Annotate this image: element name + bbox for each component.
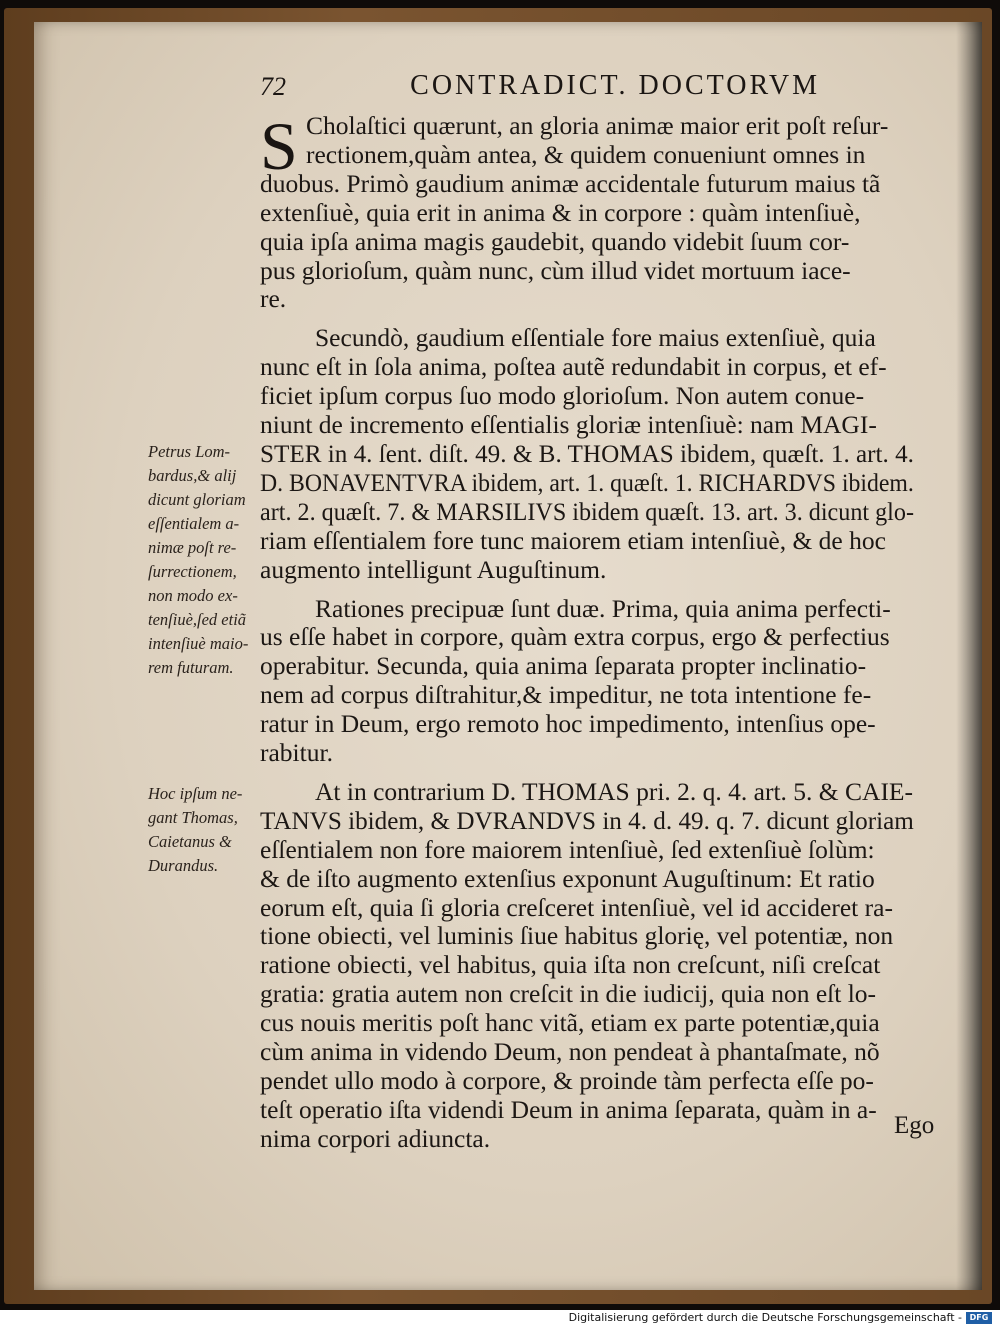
text-line: quia ipſa anima magis gaudebit, quando videbit ſuum cor- — [260, 226, 850, 256]
text-line: art. 2. quæſt. 7. & MARSILIVS ibidem quæſt. 13. art. 3. dicunt glo- — [260, 496, 914, 526]
text-line: At in contrarium D. THOMAS pri. 2. q. 4. art. 5. & CAIE- — [315, 776, 914, 806]
margin-note-line: bardus,& alij — [148, 466, 237, 485]
text-line: eſſentialem non fore maiorem intenſiuè, ſed extenſiuè ſolùm: — [260, 834, 875, 864]
text-line: Rationes precipuæ ſunt duæ. Prima, quia anima perfecti- — [315, 593, 891, 623]
text-line: nunc eſt in ſola anima, poſtea autẽ redundabit in corpus, et ef- — [260, 352, 887, 382]
text-line: gratia: gratia autem non creſcit in die iudicij, quia non eſt lo- — [260, 979, 877, 1009]
margin-note-line: nimæ poſt re- — [148, 538, 237, 557]
text-line: teſt operatio iſta videndi Deum in anima ſeparata, quàm in a- — [260, 1094, 877, 1124]
text-line: ficiet ipſum corpus ſuo modo glorioſum. Non autem conue- — [260, 381, 865, 411]
margin-note-line: Caietanus & — [148, 832, 232, 851]
running-title: CONTRADICT. DOCTORVM — [410, 70, 820, 101]
margin-note-line: gant Thomas, — [148, 808, 238, 827]
margin-note-line: non modo ex- — [148, 586, 238, 605]
text-line: pendet ullo modo à corpore, & proinde tàm perfecta eſſe po- — [260, 1066, 874, 1095]
paragraph — [260, 324, 914, 584]
margin-note-line: eſſentialem a- — [148, 514, 240, 533]
margin-note-line: intenſiuè maio- — [148, 634, 249, 653]
dfg-logo: DFG — [966, 1312, 992, 1324]
text-line: extenſiuè, quia erit in anima & in corpore : quàm intenſiuè, — [260, 197, 861, 227]
text-line: pus glorioſum, quàm nunc, cùm illud videt mortuum iace- — [260, 255, 851, 285]
text-line: nima corpori adiuncta. — [260, 1123, 491, 1153]
text-line: eorum eſt, quia ſi gloria creſceret intenſiuè, vel id accideret ra- — [260, 892, 893, 922]
margin-note — [148, 440, 264, 680]
margin-note-line: Petrus Lom- — [148, 442, 231, 461]
margin-note-line: tenſiuè,ſed etiã — [148, 610, 247, 629]
digitization-credit: Digitalisierung gefördert durch die Deutsche Forschungsgemeinschaft - — [568, 1311, 962, 1324]
text-line: us eſſe habet in corpore, quàm extra corpus, ergo & perfectius — [260, 622, 890, 652]
text-line: niunt de incremento eſſentialis gloriæ intenſiuè: nam MAGI- — [260, 410, 877, 440]
text-line: tione obiecti, vel luminis ſiue habitus glorię, vel potentiæ, non — [260, 921, 894, 951]
paragraph — [260, 108, 914, 314]
paragraph — [260, 595, 914, 768]
running-head — [260, 70, 820, 114]
gutter-shadow — [956, 22, 982, 1290]
margin-note-line: rem futuram. — [148, 658, 234, 677]
text-line: riam eſſentialem fore tunc maiorem etiam intenſiuè, & de hoc — [260, 525, 886, 555]
text-line: augmento intelligunt Auguſtinum. — [260, 554, 607, 584]
text-line: Cholaſtici quærunt, an gloria animæ maior erit poſt reſur- — [306, 111, 889, 140]
text-line: & de iſto augmento extenſius exponunt Auguſtinum: Et ratio — [260, 863, 875, 893]
drop-capital: S — [260, 108, 298, 184]
text-line: Secundò, gaudium eſſentiale fore maius extenſiuè, quia — [315, 323, 876, 353]
text-line: nem ad corpus diſtrahitur,& impeditur, ne tota intentione fe- — [260, 680, 872, 710]
margin-note-line: dicunt gloriam — [148, 490, 246, 509]
main-text — [260, 108, 914, 1154]
text-line: TANVS ibidem, & DVRANDVS in 4. d. 49. q. 7. dicunt gloriam — [260, 805, 914, 835]
footer-bar — [0, 1310, 1000, 1326]
text-line: operabitur. Secunda, quia anima ſeparata propter inclinatio- — [260, 651, 867, 681]
margin-note — [148, 782, 264, 878]
text-line: ratione obiecti, vel habitus, quia iſta non creſcunt, niſi creſcat — [260, 950, 881, 980]
text-line: D. BONAVENTVRA ibidem, art. 1. quæſt. 1. RICHARDVS ibidem. — [260, 467, 914, 497]
page-number: 72 — [260, 72, 286, 101]
text-line: duobus. Primò gaudium animæ accidentale futurum maius tã — [260, 168, 881, 198]
text-line: STER in 4. ſent. diſt. 49. & B. THOMAS ibidem, quæſt. 1. art. 4. — [260, 438, 914, 468]
text-line: rabitur. — [260, 738, 333, 768]
text-line: rectionem,quàm antea, & quidem conueniunt omnes in — [306, 139, 866, 169]
margin-note-line: ſurrectionem, — [148, 562, 237, 581]
text-line: re. — [260, 284, 287, 314]
margin-note-line: Durandus. — [148, 856, 219, 875]
paragraph — [260, 778, 914, 1154]
text-line: ratur in Deum, ergo remoto hoc impedimento, intenſius ope- — [260, 709, 876, 739]
text-line: cùm anima in videndo Deum, non pendeat à phantaſmate, nõ — [260, 1037, 880, 1067]
margin-note-line: Hoc ipſum ne- — [148, 784, 243, 803]
catchword: Ego — [894, 1112, 935, 1139]
text-line: cus nouis meritis poſt hanc vitã, etiam ex parte potentiæ,quia — [260, 1008, 880, 1038]
